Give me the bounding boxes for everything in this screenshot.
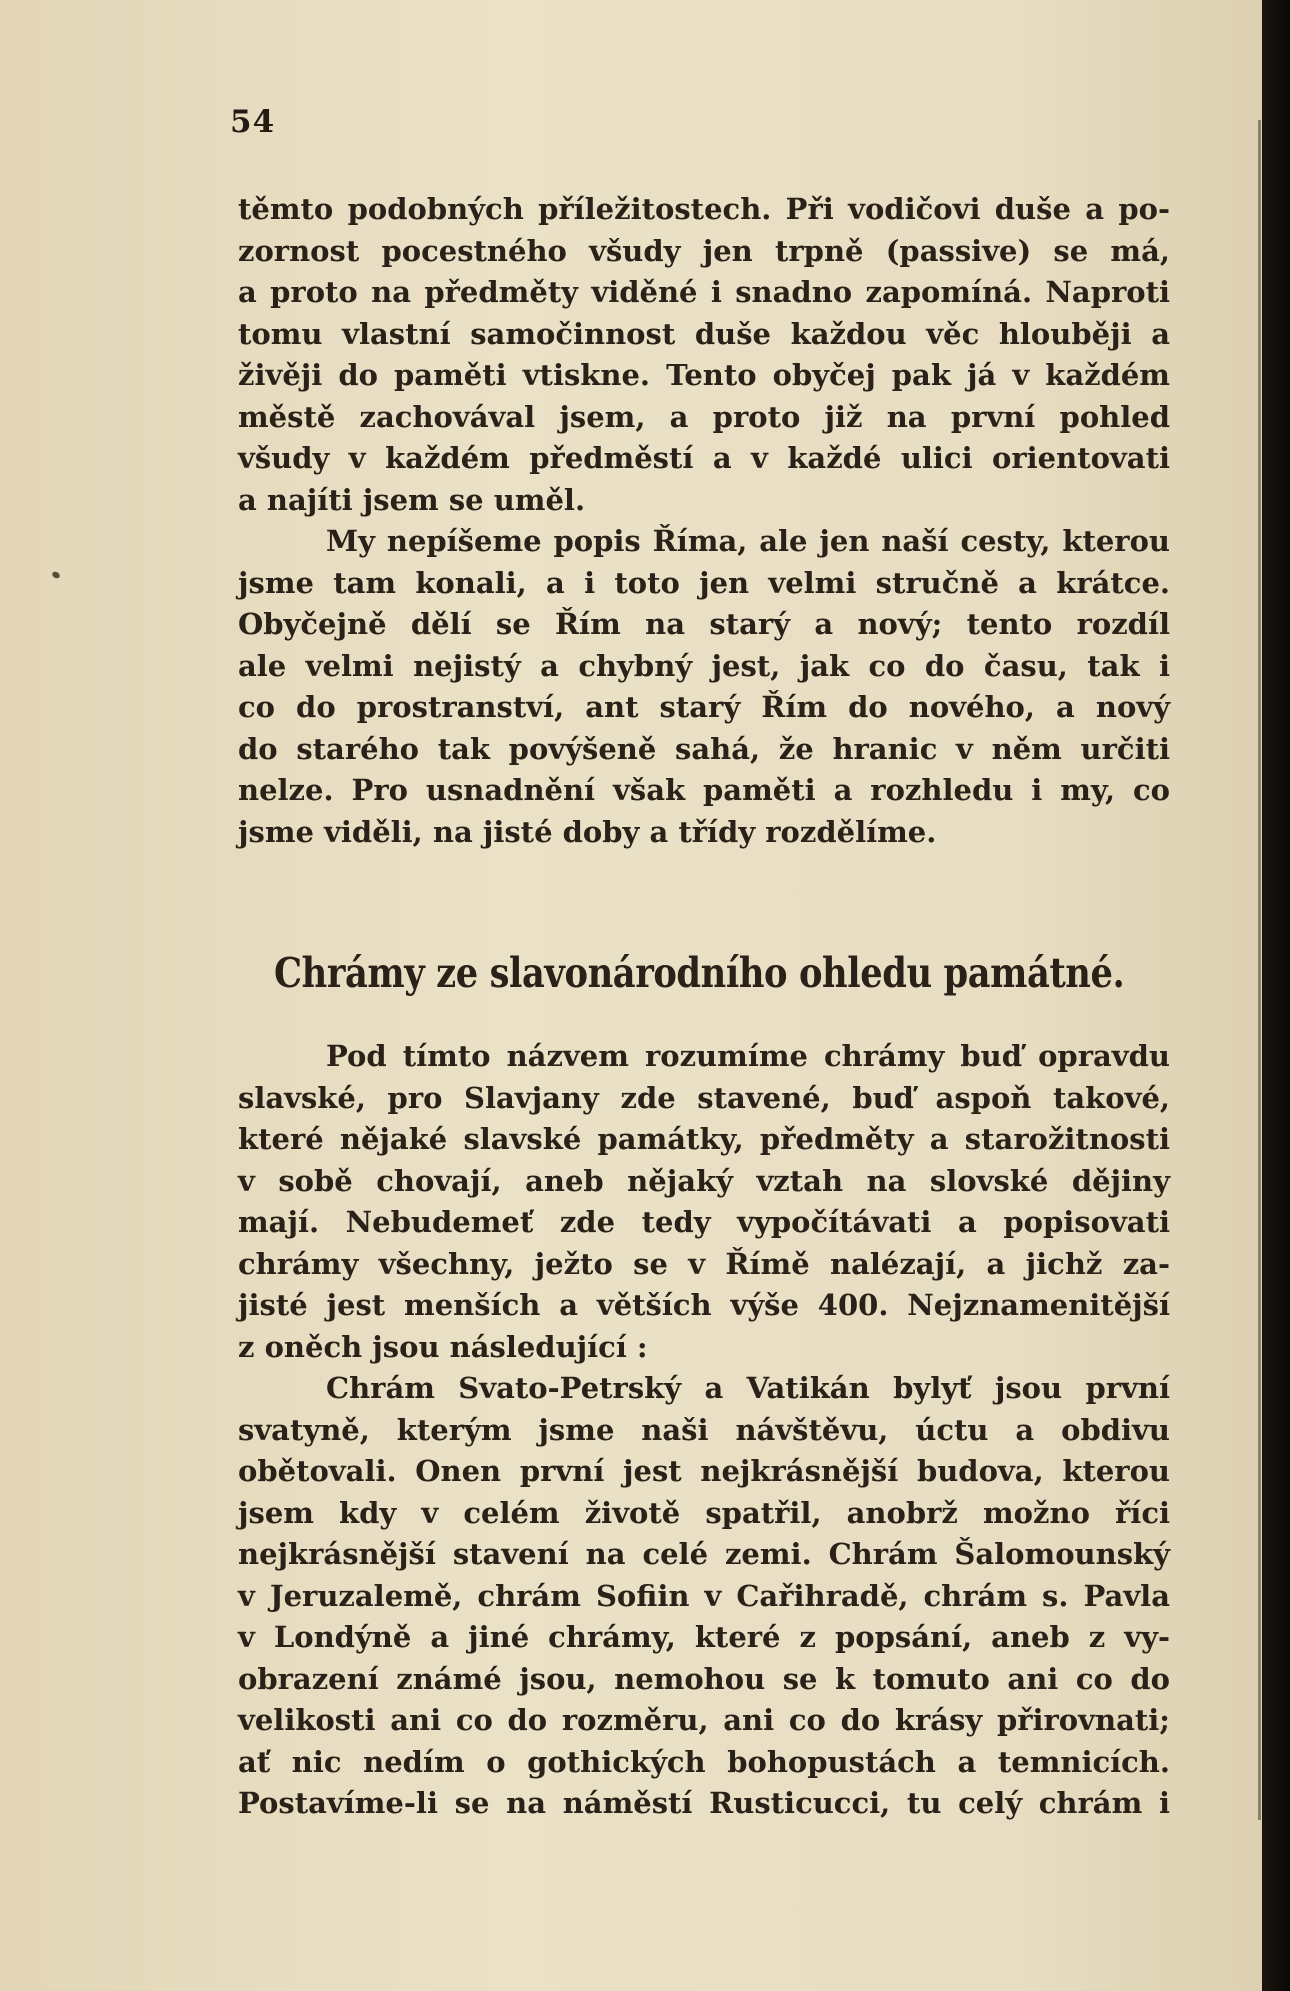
book-edge	[1262, 0, 1290, 1991]
text-line: zornost pocestného všudy jen trpně (passive) se má,	[238, 233, 1170, 268]
text-line: My nepíšeme popis Říma, ale jen naší cesty, kterou	[326, 524, 1170, 558]
text-line: těmto podobných příležitostech. Při vodičovi duše a po-	[238, 192, 1170, 226]
text-line: z oněch jsou následující :	[238, 1329, 648, 1364]
text-line: Obyčejně dělí se Řím na starý a nový; tento rozdíl	[238, 607, 1170, 641]
text-line: v Jeruzalemě, chrám Sofiin v Cařihradě, chrám s. Pavla	[238, 1578, 1170, 1613]
text-line: v Londýně a jiné chrámy, které z popsání, aneb z vy-	[238, 1620, 1170, 1654]
text-line: velikosti ani co do rozměru, ani co do krásy přirovnati;	[238, 1703, 1170, 1737]
text-line: do starého tak povýšeně sahá, že hranic v něm určiti	[238, 731, 1170, 766]
text-line: chrámy všechny, ježto se v Římě nalézají, a jichž za-	[238, 1246, 1170, 1281]
text-line: jsem kdy v celém životě spatřil, anobrž možno říci	[238, 1495, 1170, 1530]
text-line: a proto na předměty viděné i snadno zapomíná. Naproti	[238, 275, 1170, 309]
text-line: tomu vlastní samočinnost duše každou věc hlouběji a	[238, 316, 1170, 351]
text-line: mají. Nebudemeť zde tedy vypočítávati a popisovati	[238, 1205, 1170, 1239]
text-line: Postavíme-li se na náměstí Rusticucci, tu celý chrám i	[238, 1786, 1170, 1820]
text-line: jsme tam konali, a i toto jen velmi stručně a krátce.	[238, 565, 1170, 600]
text-line: nelze. Pro usnadnění však paměti a rozhledu i my, co	[238, 773, 1170, 807]
text-line: které nějaké slavské památky, předměty a starožitnosti	[238, 1122, 1170, 1156]
text-line: jisté jest menších a větších výše 400. Nejznamenitější	[238, 1288, 1170, 1322]
page-fold-shadow	[1258, 120, 1261, 1820]
text-line: svatyně, kterým jsme naši návštěvu, úctu a obdivu	[238, 1412, 1170, 1447]
paragraph-intro	[238, 189, 1170, 853]
text-line: a najíti jsem se uměl.	[238, 482, 586, 517]
text-line: městě zachovával jsem, a proto již na první pohled	[238, 399, 1170, 434]
text-line: Pod tímto názvem rozumíme chrámy buď opravdu	[326, 1039, 1170, 1073]
ink-speck	[51, 570, 61, 579]
paragraph-churches	[238, 1036, 1170, 1825]
text-line: slavské, pro Slavjany zde stavené, buď aspoň takové,	[238, 1080, 1170, 1115]
text-line: obrazení známé jsou, nemohou se k tomuto ani co do	[238, 1661, 1170, 1696]
section-heading: Chrámy ze slavonárodního ohledu památné.	[274, 949, 1125, 997]
page-number: 54	[230, 104, 276, 140]
text-line: nejkrásnější stavení na celé zemi. Chrám Šalomounský	[238, 1537, 1170, 1571]
text-line: co do prostranství, ant starý Řím do nového, a nový	[238, 690, 1170, 724]
text-line: ať nic nedím o gothických bohopustách a temnicích.	[238, 1744, 1170, 1779]
text-line: v sobě chovají, aneb nějaký vztah na slovské dějiny	[238, 1163, 1170, 1198]
text-line: všudy v každém předměstí a v každé ulici orientovati	[238, 441, 1170, 475]
text-line: obětovali. Onen první jest nejkrásnější budova, kterou	[238, 1454, 1170, 1488]
text-line: ale velmi nejistý a chybný jest, jak co do času, tak i	[238, 648, 1170, 683]
text-line: živěji do paměti vtiskne. Tento obyčej pak já v každém	[238, 358, 1170, 392]
text-line: Chrám Svato-Petrský a Vatikán bylyť jsou první	[326, 1371, 1170, 1405]
text-line: jsme viděli, na jisté doby a třídy rozdělíme.	[238, 814, 937, 849]
